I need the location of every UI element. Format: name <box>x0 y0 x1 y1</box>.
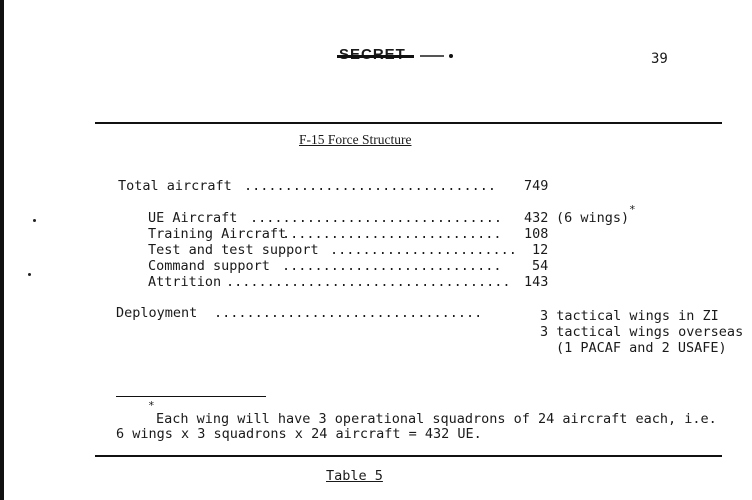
row-value-total: 749 <box>524 178 549 194</box>
row-label-total: Total aircraft <box>118 178 232 194</box>
row-value-training: 108 <box>524 226 549 242</box>
table-title: F-15 Force Structure <box>299 132 412 147</box>
deployment-line-3: (1 PACAF and 2 USAFE) <box>556 340 727 356</box>
row-leader-total: ............................... <box>244 178 496 194</box>
deployment-leader: ................................. <box>214 305 483 321</box>
classification-dot <box>449 54 453 58</box>
classification-dash <box>420 55 444 57</box>
footnote-rule <box>116 396 266 397</box>
row-leader-attrition: ................................... <box>226 274 511 290</box>
page-number: 39 <box>651 51 668 67</box>
scan-speck <box>33 219 36 222</box>
row-extra-ue: (6 wings) <box>556 210 630 226</box>
row-leader-ue: ............................... <box>250 210 502 226</box>
scan-speck <box>28 273 31 276</box>
row-leader-test: ....................... <box>330 242 517 258</box>
footnote-mark-ue: * <box>629 203 636 216</box>
row-value-ue: 432 <box>524 210 549 226</box>
row-label-ue: UE Aircraft <box>148 210 238 226</box>
deployment-line-2: 3 tactical wings overseas <box>540 324 744 340</box>
bottom-rule <box>95 455 722 457</box>
footnote-mark: * <box>148 399 155 412</box>
row-leader-command: ........................... <box>282 258 502 274</box>
row-label-command: Command support <box>148 258 270 274</box>
row-value-command: 54 <box>532 258 549 274</box>
scan-edge <box>0 0 4 500</box>
deployment-label: Deployment <box>116 305 198 321</box>
row-label-training: Training Aircraft <box>148 226 287 242</box>
deployment-line-1: 3 tactical wings in ZI <box>540 308 719 324</box>
row-leader-training: ........................... <box>282 226 502 242</box>
row-label-attrition: Attrition <box>148 274 222 290</box>
top-rule <box>95 122 722 124</box>
footnote-line-2: 6 wings x 3 squadrons x 24 aircraft = 432 UE. <box>116 426 482 442</box>
row-value-attrition: 143 <box>524 274 549 290</box>
table-caption: Table 5 <box>326 468 383 484</box>
row-value-test: 12 <box>532 242 549 258</box>
row-label-test: Test and test support <box>148 242 319 258</box>
footnote-line-1: Each wing will have 3 operational squadrons of 24 aircraft each, i.e. <box>156 411 717 427</box>
classification-strikethrough <box>337 55 414 58</box>
